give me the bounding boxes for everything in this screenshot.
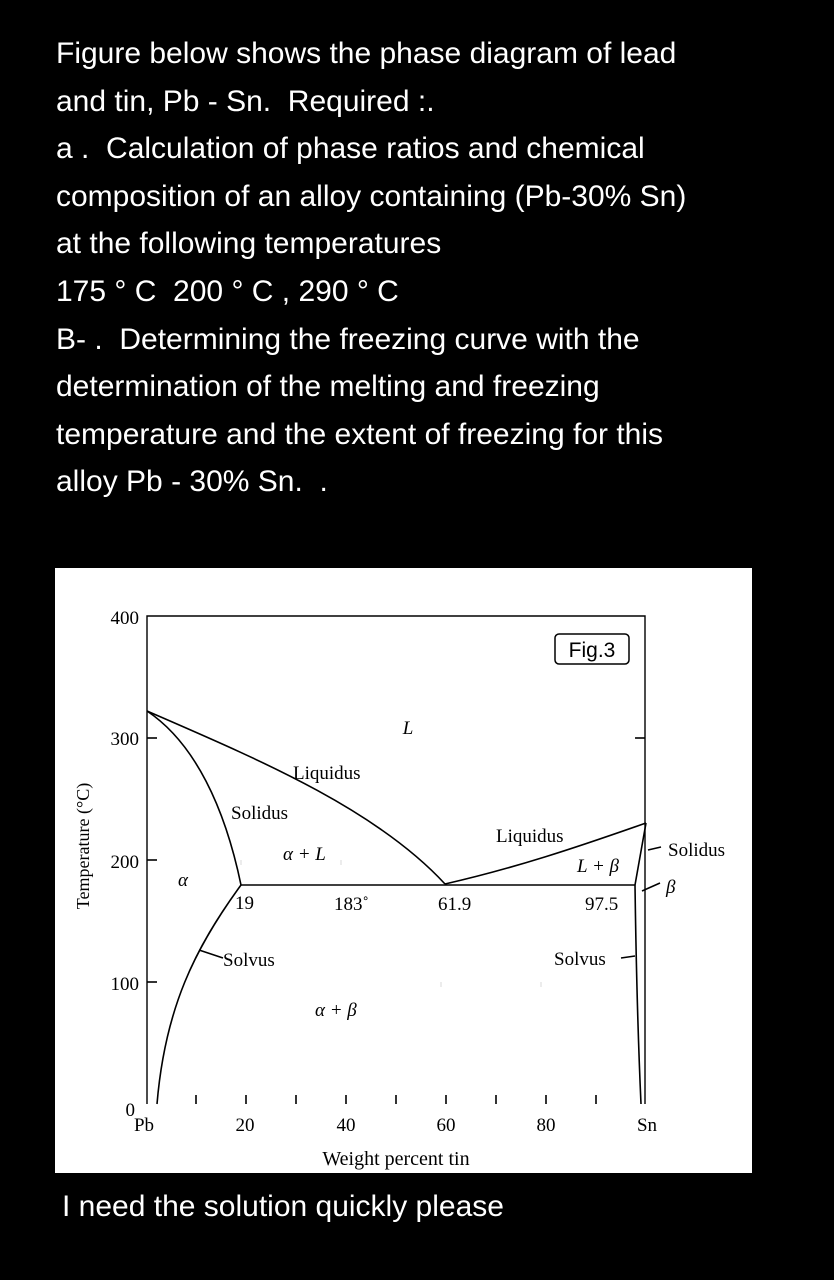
alpha-max-composition-label: 19	[235, 893, 254, 914]
leader-solidus-right	[648, 847, 661, 850]
footer-text: I need the solution quickly please	[62, 1190, 504, 1223]
solvus-right-curve	[635, 885, 641, 1104]
question-line: composition of an alloy containing (Pb-30% Sn)	[56, 179, 687, 213]
solvus-left-label: Solvus	[223, 950, 275, 971]
solvus-left-curve	[157, 885, 241, 1104]
y-tick-label: 400	[110, 608, 139, 629]
alpha-liquid-region-label: α + L	[283, 844, 326, 865]
x-tick-label: 60	[436, 1115, 456, 1136]
x-tick-label: Pb	[133, 1115, 155, 1136]
x-tick-label: 80	[536, 1115, 556, 1136]
question-line: a . Calculation of phase ratios and chemical	[56, 132, 645, 166]
y-axis-title: Temperature (°C)	[73, 782, 93, 910]
x-axis-title: Weight percent tin	[322, 1148, 470, 1170]
eutectic-composition-label: 61.9	[438, 894, 472, 915]
question-line: B- . Determining the freezing curve with the	[56, 322, 640, 356]
figure-tag: Fig.3	[568, 639, 616, 662]
question-line: and tin, Pb - Sn. Required :.	[56, 84, 435, 118]
y-tick-label: 100	[110, 974, 139, 995]
solvus-right-label: Solvus	[554, 949, 606, 970]
y-tick-label: 200	[110, 852, 139, 873]
leader-solvus-left	[199, 950, 223, 958]
alpha-region-label: α	[178, 870, 188, 891]
x-tick-label: 40	[336, 1115, 356, 1136]
solidus-left-curve	[147, 711, 241, 885]
liquid-beta-region-label: L + β	[577, 856, 620, 877]
question-line: alloy Pb - 30% Sn. .	[56, 465, 328, 499]
liquidus-left-label: Liquidus	[293, 763, 361, 784]
x-tick-label: Sn	[636, 1115, 658, 1136]
plot-frame	[147, 616, 645, 1104]
question-line: Figure below shows the phase diagram of lead	[56, 37, 677, 70]
leader-solvus-right	[621, 956, 635, 958]
solidus-right-label: Solidus	[668, 840, 726, 861]
phase-diagram-figure	[55, 568, 752, 1173]
eutectic-temperature-label: 183˚	[334, 894, 369, 915]
question-line: determination of the melting and freezing	[56, 370, 600, 404]
question-line: temperature and the extent of freezing for this	[56, 417, 664, 451]
question-text	[56, 30, 796, 506]
x-tick-label: 20	[235, 1115, 255, 1136]
beta-region-label: β	[666, 877, 676, 898]
y-tick-label: 0	[125, 1100, 135, 1121]
solidus-left-label: Solidus	[231, 803, 289, 824]
beta-max-composition-label: 97.5	[585, 894, 619, 915]
liquid-region-label: L	[402, 718, 414, 739]
phase-diagram-svg	[55, 568, 752, 1173]
question-line: at the following temperatures	[56, 227, 442, 261]
y-tick-label: 300	[110, 729, 139, 750]
question-line: 175 ° C 200 ° C , 290 ° C	[56, 274, 399, 308]
liquidus-right-label: Liquidus	[496, 826, 564, 847]
alpha-beta-region-label: α + β	[315, 1000, 357, 1021]
